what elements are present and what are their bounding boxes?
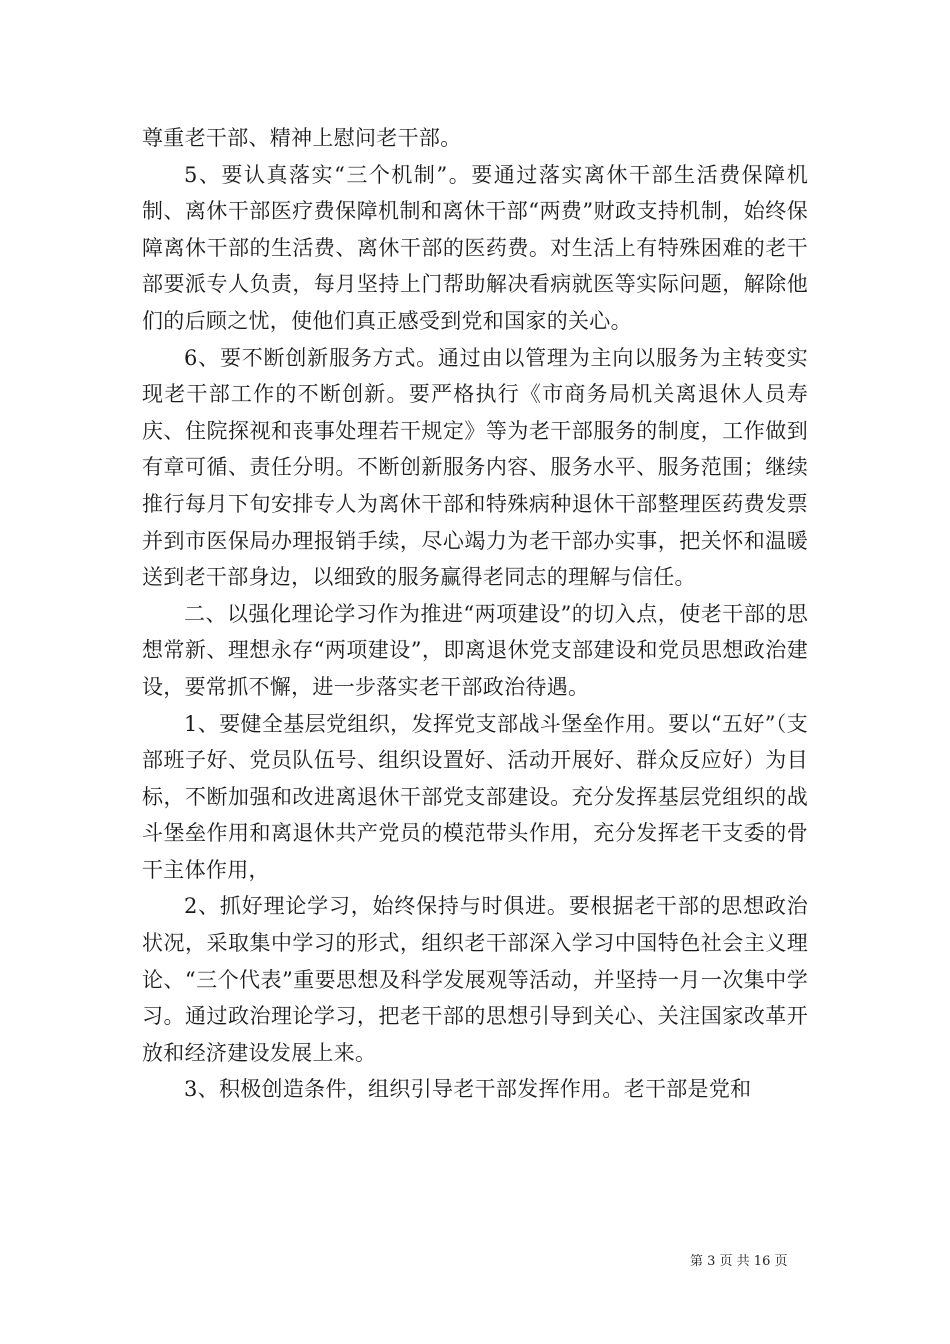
paragraph-item-5: 5、要认真落实“三个机制”。要通过落实离休干部生活费保障机制、离休干部医疗费保障机制和离休干部“两费”财政支持机制，始终保障离休干部的生活费、离休干部的医药费。对生活上有特殊困难的老干部要派专人负责，每月坚持上门帮助解决看病就医等实际问题，解除他们的后顾之忧，使他们真正感受到党和国家的关心。 bbox=[142, 162, 808, 333]
paragraph-item-2: 2、抓好理论学习，始终保持与时俱进。要根据老干部的思想政治状况，采取集中学习的形式，组织老干部深入学习中国特色社会主义理论、“三个代表”重要思想及科学发展观等活动，并坚持一月一次集中学习。通过政治理论学习，把老干部的思想引导到关心、关注国家改革开放和经济建设发展上来。 bbox=[142, 894, 808, 1065]
paragraph-item-6: 6、要不断创新服务方式。通过由以管理为主向以服务为主转变实现老干部工作的不断创新。要严格执行《市商务局机关离退休人员寿庆、住院探视和丧事处理若干规定》等为老干部服务的制度，工作做到有章可循、责任分明。不断创新服务内容、服务水平、服务范围；继续推行每月下旬安排专人为离休干部和特殊病种退休干部整理医药费发票并到市医保局办理报销手续，尽心竭力为老干部办实事，把关怀和温暖送到老干部身边，以细致的服务赢得老同志的理解与信任。 bbox=[142, 345, 808, 590]
paragraph-section-2: 二、以强化理论学习作为推进“两项建设”的切入点，使老干部的思想常新、理想永存“两项建设”，即离退休党支部建设和党员思想政治建设，要常抓不懈，进一步落实老干部政治待遇。 bbox=[142, 601, 808, 699]
paragraph-item-3: 3、积极创造条件，组织引导老干部发挥作用。老干部是党和 bbox=[184, 1077, 752, 1102]
paragraph-item-1: 1、要健全基层党组织，发挥党支部战斗堡垒作用。要以“五好”（支部班子好、党员队伍号、组织设置好、活动开展好、群众反应好）为目标，不断加强和改进离退休干部党支部建设。充分发挥基层党组织的战斗堡垒作用和离退休共产党员的模范带头作用，充分发挥老干支委的骨干主体作用， bbox=[142, 711, 808, 882]
paragraph-continuation: 尊重老干部、精神上慰问老干部。 bbox=[142, 126, 462, 150]
page-number-footer: 第 3 页 共 16 页 bbox=[690, 1254, 788, 1269]
document-body bbox=[142, 120, 808, 1108]
